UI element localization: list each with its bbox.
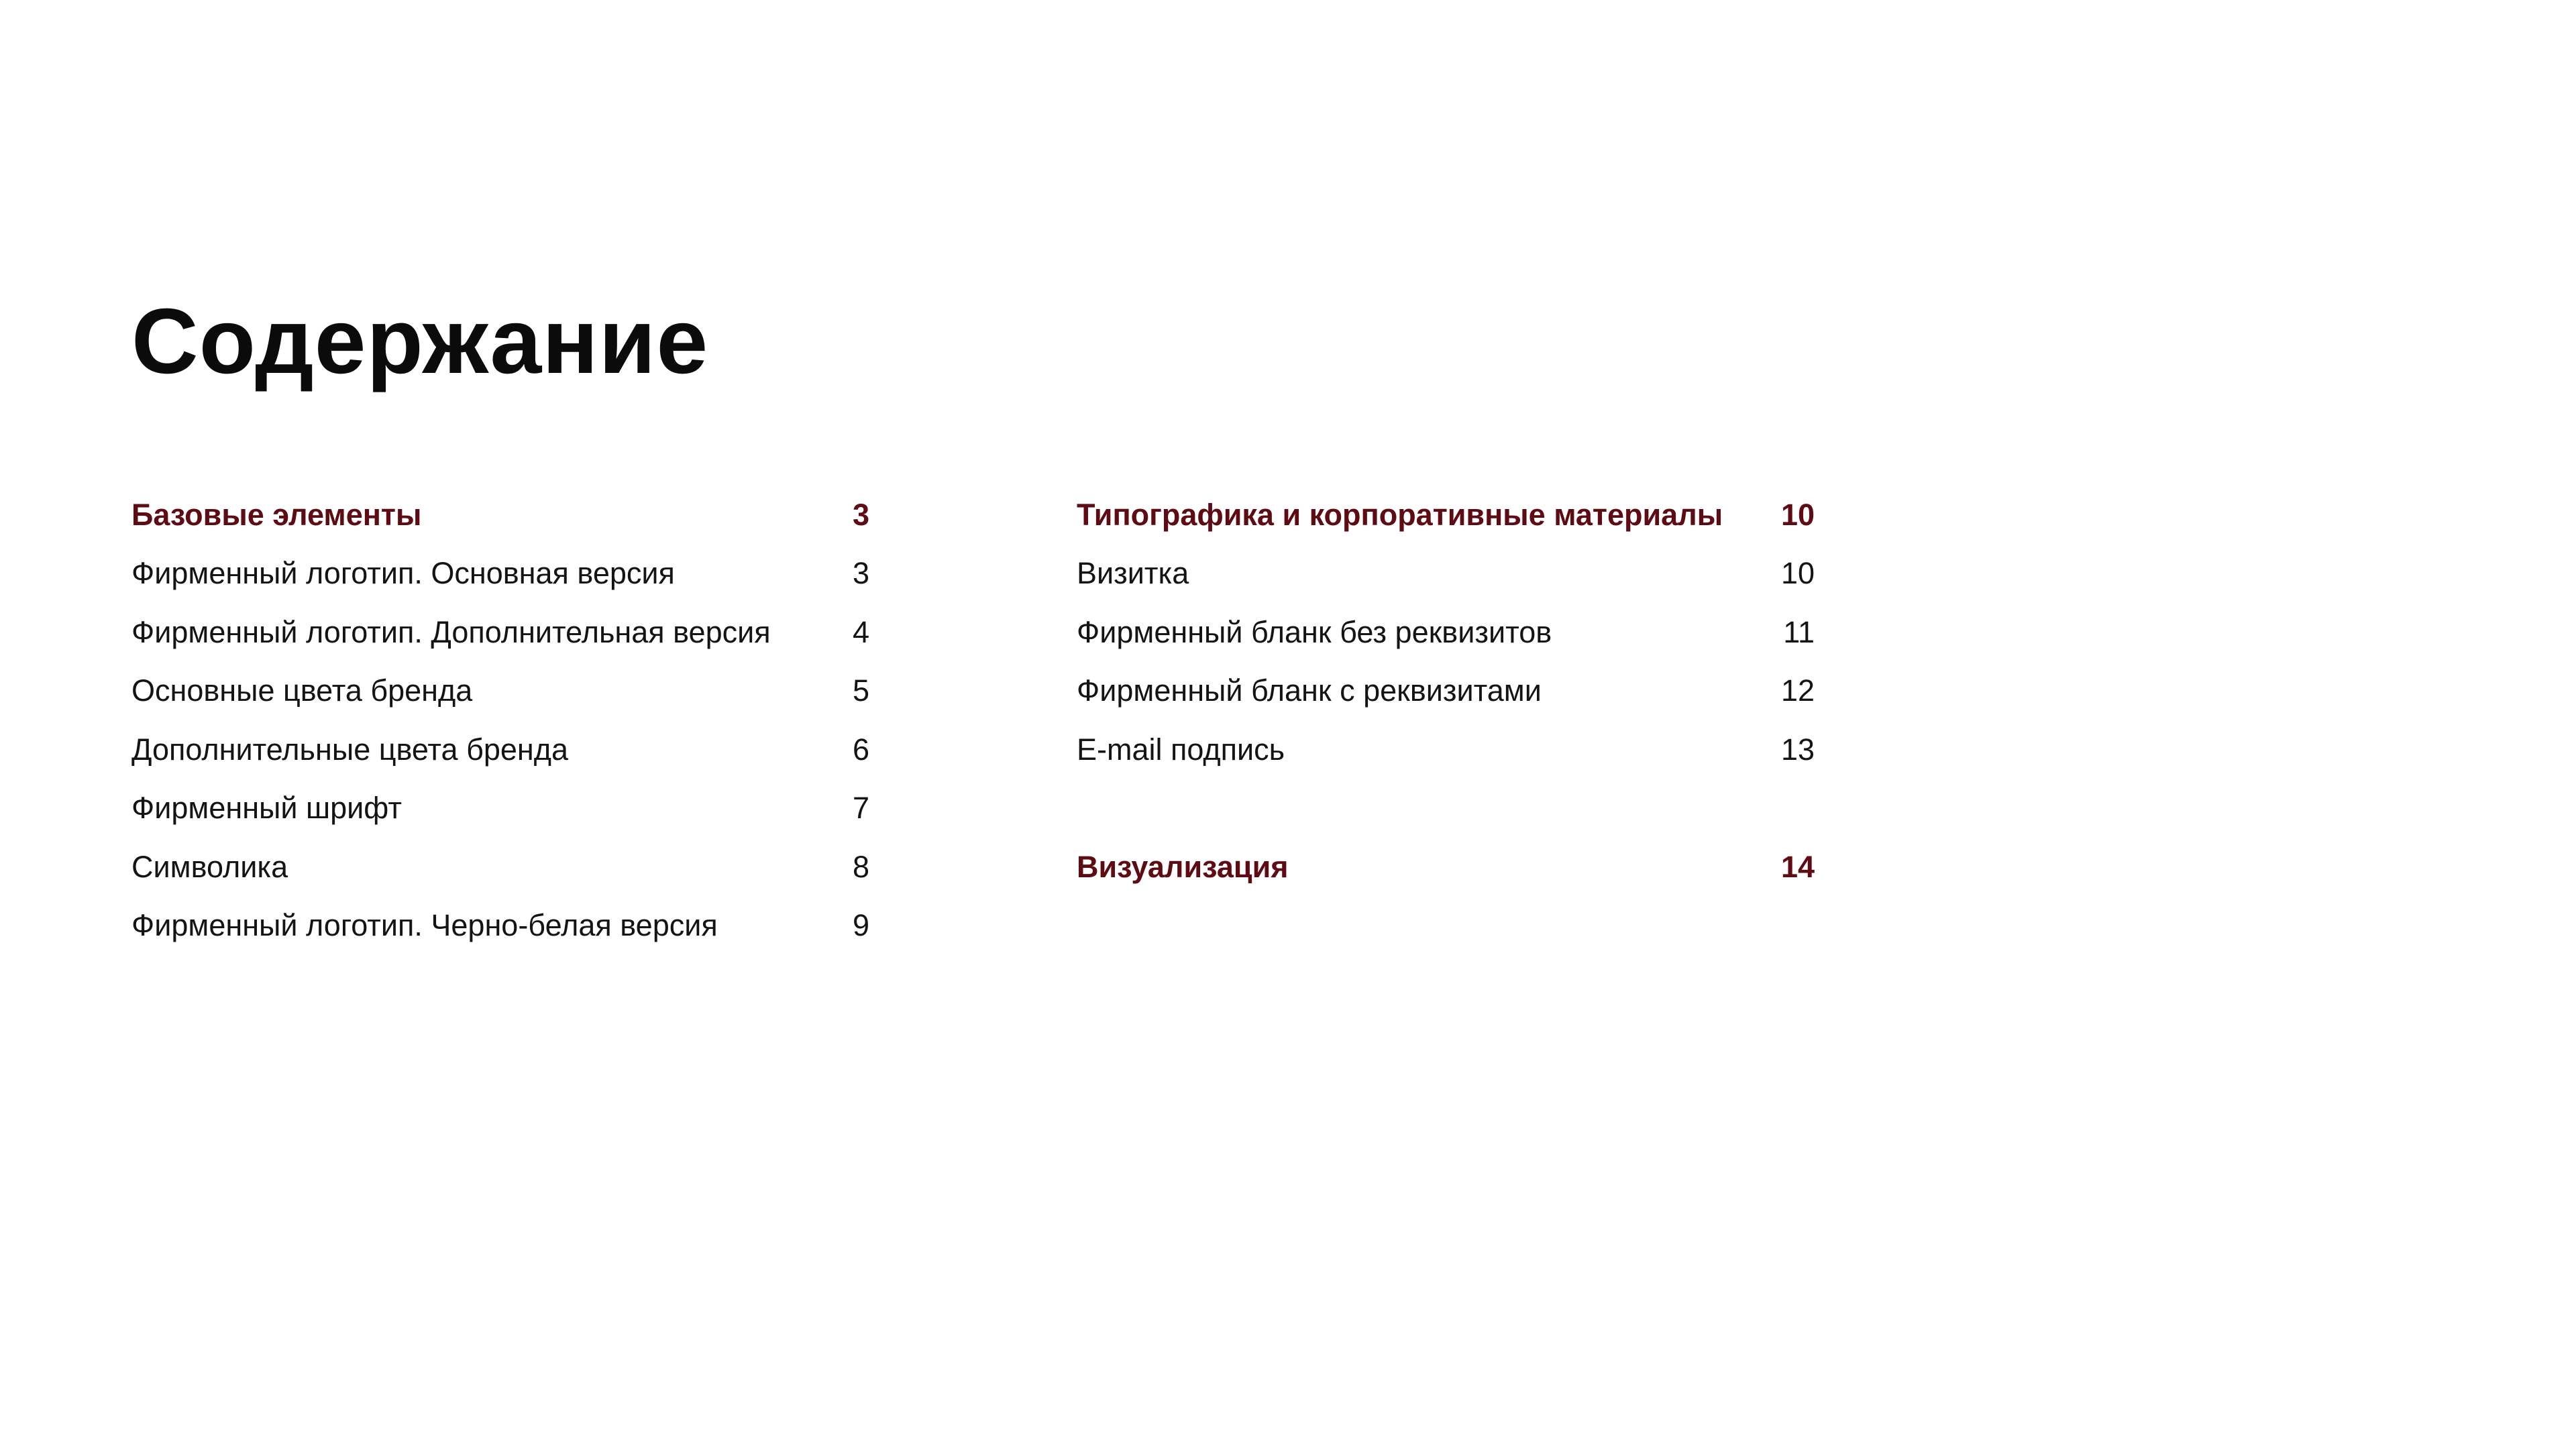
- toc-item-label: Типографика и корпоративные материалы: [1077, 497, 1723, 532]
- toc-page-number: 3: [852, 497, 869, 532]
- toc-spacer: [1077, 779, 1815, 838]
- toc-page-number: 5: [852, 673, 869, 708]
- toc-page-number: 9: [852, 908, 869, 943]
- toc-page-number: 11: [1783, 614, 1815, 649]
- toc-page-number: 6: [852, 732, 869, 767]
- toc-item-label: Фирменный бланк без реквизитов: [1077, 614, 1552, 649]
- toc-item-label: Визуализация: [1077, 849, 1289, 884]
- toc-page-number: 10: [1780, 497, 1815, 532]
- toc-item[interactable]: [1077, 662, 1815, 721]
- toc-item[interactable]: [131, 662, 869, 721]
- toc-item[interactable]: [131, 603, 869, 662]
- toc-right-column: [1077, 486, 1815, 897]
- toc-page-number: 7: [852, 791, 869, 826]
- toc-item-label: Фирменный логотип. Основная версия: [131, 556, 675, 591]
- toc-page-number: 8: [852, 849, 869, 884]
- toc-item-label: Визитка: [1077, 556, 1189, 591]
- toc-item[interactable]: [131, 779, 869, 838]
- toc-page-number: 4: [852, 614, 869, 649]
- toc-section-typography[interactable]: [1077, 486, 1815, 545]
- toc-page-number: 3: [852, 556, 869, 591]
- toc-page-number: 13: [1780, 732, 1815, 767]
- toc-item-label: Базовые элементы: [131, 497, 422, 532]
- page-title: Содержание: [131, 290, 709, 393]
- toc-item[interactable]: [131, 897, 869, 956]
- toc-item[interactable]: [1077, 545, 1815, 604]
- toc-item[interactable]: [1077, 720, 1815, 779]
- toc-item[interactable]: [131, 545, 869, 604]
- toc-page-number: 12: [1780, 673, 1815, 708]
- toc-item-label: Основные цвета бренда: [131, 673, 473, 708]
- toc-section-base-elements[interactable]: [131, 486, 869, 545]
- toc-item-label: Фирменный логотип. Черно-белая версия: [131, 908, 718, 943]
- toc-item-label: Символика: [131, 849, 288, 884]
- toc-item[interactable]: [1077, 603, 1815, 662]
- toc-item-label: Фирменный шрифт: [131, 791, 402, 826]
- toc-item[interactable]: [131, 720, 869, 779]
- toc-page-number: 14: [1780, 849, 1815, 884]
- toc-item-label: E-mail подпись: [1077, 732, 1285, 767]
- toc-item[interactable]: [131, 838, 869, 897]
- toc-item-label: Фирменный логотип. Дополнительная версия: [131, 614, 771, 649]
- toc-page-number: 10: [1780, 556, 1815, 591]
- toc-left-column: [131, 486, 869, 955]
- toc-item-label: Дополнительные цвета бренда: [131, 732, 569, 767]
- toc-item-label: Фирменный бланк с реквизитами: [1077, 673, 1542, 708]
- toc-section-visualization[interactable]: [1077, 838, 1815, 897]
